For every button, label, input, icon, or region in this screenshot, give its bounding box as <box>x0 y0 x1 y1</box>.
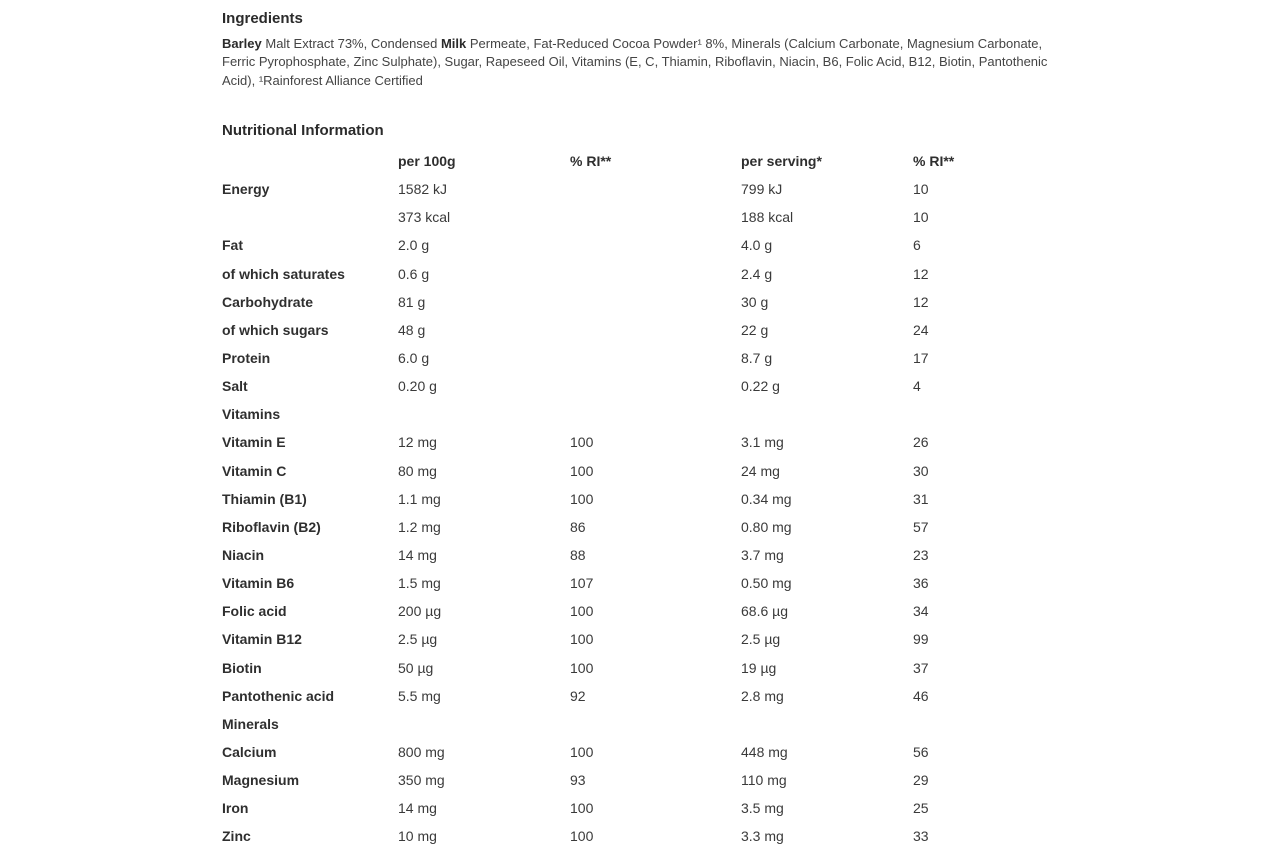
nutrition-row <box>222 399 982 427</box>
ri-serving-value: 57 <box>913 518 929 535</box>
per-100g-value: 0.6 g <box>398 265 430 282</box>
nutrition-row <box>222 568 982 596</box>
nutrient-name: Vitamins <box>222 406 281 423</box>
ri-serving-value: 46 <box>913 687 929 704</box>
per-100g-value: 6.0 g <box>398 349 430 366</box>
per-serving-value: 8.7 g <box>741 349 773 366</box>
per-serving-value: 110 mg <box>741 772 787 789</box>
per-serving-value: 0.34 mg <box>741 490 792 507</box>
ri-serving-value: 29 <box>913 772 929 789</box>
per-serving-value: 188 kcal <box>741 209 794 226</box>
nutrition-row <box>222 793 982 821</box>
nutrient-name: Pantothenic acid <box>222 687 335 704</box>
nutrition-row <box>222 174 982 202</box>
per-serving-value: 448 mg <box>741 743 788 760</box>
ri-serving-value: 99 <box>913 631 929 648</box>
per-100g-value: 350 mg <box>398 772 445 789</box>
ri-serving-value: 24 <box>913 321 929 338</box>
ingredient-text-segment: Malt Extract 73%, Condensed <box>261 36 441 51</box>
nutrient-name: Biotin <box>222 659 262 676</box>
ri-serving-value: 31 <box>913 490 929 507</box>
per-100g-value: 81 g <box>398 293 426 310</box>
nutrition-row <box>222 624 982 652</box>
ingredients-heading: Ingredients <box>222 10 303 27</box>
per-serving-value: 0.50 mg <box>741 575 792 592</box>
ri-serving-value: 37 <box>913 659 929 676</box>
nutrition-row <box>222 371 982 399</box>
ri-serving-value: 12 <box>913 293 929 310</box>
ri-100g-value: 100 <box>570 828 594 845</box>
nutrition-row <box>222 737 982 765</box>
nutrition-row <box>222 709 982 737</box>
nutrient-name: Salt <box>222 378 248 395</box>
nutrition-row <box>222 287 982 315</box>
nutrition-table <box>222 146 982 850</box>
per-serving-value: 2.4 g <box>741 265 773 282</box>
ri-100g-value: 100 <box>570 800 594 817</box>
nutrition-row <box>222 681 982 709</box>
nutrition-row <box>222 343 982 371</box>
per-100g-value: 1.1 mg <box>398 490 441 507</box>
ri-100g-value: 100 <box>570 603 594 620</box>
per-serving-value: 68.6 µg <box>741 603 788 620</box>
nutrient-name: Riboflavin (B2) <box>222 518 321 535</box>
per-100g-value: 50 µg <box>398 659 434 676</box>
nutrition-row <box>222 456 982 484</box>
per-serving-value: 4.0 g <box>741 237 773 254</box>
nutrition-row <box>222 540 982 568</box>
nutrient-name: Vitamin B6 <box>222 575 295 592</box>
per-serving-value: 0.22 g <box>741 378 780 395</box>
per-serving-value: 3.1 mg <box>741 434 784 451</box>
ri-100g-value: 100 <box>570 631 594 648</box>
ri-100g-value: 88 <box>570 546 586 563</box>
nutrition-row <box>222 821 982 849</box>
ri-100g-value: 100 <box>570 434 594 451</box>
nutrient-name: Vitamin C <box>222 462 287 479</box>
nutrient-name: Niacin <box>222 546 265 563</box>
ri-100g-value: 100 <box>570 659 594 676</box>
nutrition-row <box>222 230 982 258</box>
ri-100g-value: 100 <box>570 743 594 760</box>
nutrition-row <box>222 512 982 540</box>
ri-serving-value: 6 <box>913 237 921 254</box>
nutrition-heading: Nutritional Information <box>222 122 384 139</box>
nutrient-name: of which saturates <box>222 265 345 282</box>
ingredient-text-segment: Permeate, Fat-Reduced Cocoa Powder¹ 8%, Minerals (Calcium Carbonate, Magnesium Carbonate, Ferric Pyrophosphate, Zinc Sulphate), Sugar, Rapeseed Oil, Vitamins (E, C, Thiamin, Riboflavin, Niacin, B6, Folic Acid, B12, Biotin, Pantothenic Acid), ¹Rainforest Alliance Certified <box>222 36 1048 88</box>
ri-serving-value: 10 <box>913 181 929 198</box>
per-100g-value: 80 mg <box>398 462 437 479</box>
nutrition-row <box>222 315 982 343</box>
per-100g-value: 5.5 mg <box>398 687 441 704</box>
per-serving-value: 3.7 mg <box>741 546 784 563</box>
nutrient-name: Carbohydrate <box>222 293 314 310</box>
ri-100g-value: 92 <box>570 687 586 704</box>
ri-serving-value: 56 <box>913 743 929 760</box>
ri-100g-value: 107 <box>570 575 594 592</box>
nutrition-row <box>222 765 982 793</box>
per-100g-value: 2.5 µg <box>398 631 438 648</box>
ri-100g-value: 93 <box>570 772 586 789</box>
ingredients-text <box>222 35 1072 90</box>
per-100g-value: 1.2 mg <box>398 518 441 535</box>
per-100g-value: 1.5 mg <box>398 575 441 592</box>
header-ri-100g: % RI** <box>570 153 612 169</box>
nutrient-name: of which sugars <box>222 321 329 338</box>
per-100g-value: 12 mg <box>398 434 437 451</box>
per-100g-value: 10 mg <box>398 828 437 845</box>
nutrient-name: Fat <box>222 237 243 254</box>
ri-serving-value: 25 <box>913 800 929 817</box>
ri-serving-value: 30 <box>913 462 929 479</box>
ri-100g-value: 86 <box>570 518 586 535</box>
per-100g-value: 373 kcal <box>398 209 451 226</box>
ri-serving-value: 34 <box>913 603 929 620</box>
nutrient-name: Iron <box>222 800 249 817</box>
ri-100g-value: 100 <box>570 462 594 479</box>
ri-100g-value: 100 <box>570 490 594 507</box>
ri-serving-value: 12 <box>913 265 929 282</box>
per-100g-value: 48 g <box>398 321 426 338</box>
per-serving-value: 3.3 mg <box>741 828 784 845</box>
header-per-serving: per serving* <box>741 153 822 169</box>
ri-serving-value: 36 <box>913 575 929 592</box>
nutrient-name: Folic acid <box>222 603 287 620</box>
ri-serving-value: 33 <box>913 828 929 845</box>
nutrition-row <box>222 653 982 681</box>
ri-serving-value: 17 <box>913 349 929 366</box>
nutrition-row <box>222 484 982 512</box>
header-ri-serving: % RI** <box>913 153 955 169</box>
ri-serving-value: 23 <box>913 546 929 563</box>
nutrition-row <box>222 596 982 624</box>
per-100g-value: 14 mg <box>398 546 437 563</box>
nutrient-name: Protein <box>222 349 271 366</box>
nutrient-name: Zinc <box>222 828 251 845</box>
nutrition-row <box>222 259 982 287</box>
nutrient-name: Magnesium <box>222 772 300 789</box>
nutrient-name: Energy <box>222 181 270 198</box>
per-serving-value: 19 µg <box>741 659 777 676</box>
nutrient-name: Thiamin (B1) <box>222 490 307 507</box>
ri-serving-value: 10 <box>913 209 929 226</box>
nutrient-name: Vitamin B12 <box>222 631 302 648</box>
ri-serving-value: 26 <box>913 434 929 451</box>
nutrient-name: Calcium <box>222 743 277 760</box>
per-100g-value: 2.0 g <box>398 237 430 254</box>
per-serving-value: 30 g <box>741 293 769 310</box>
per-100g-value: 0.20 g <box>398 378 437 395</box>
per-serving-value: 0.80 mg <box>741 518 792 535</box>
per-serving-value: 3.5 mg <box>741 800 784 817</box>
nutrient-name: Minerals <box>222 715 279 732</box>
ingredient-allergen-barley: Barley <box>222 36 262 51</box>
nutrient-name: Vitamin E <box>222 434 286 451</box>
nutrition-row <box>222 202 982 230</box>
nutrition-header-row <box>222 146 982 174</box>
per-100g-value: 14 mg <box>398 800 437 817</box>
per-100g-value: 200 µg <box>398 603 442 620</box>
per-serving-value: 2.5 µg <box>741 631 781 648</box>
per-serving-value: 22 g <box>741 321 769 338</box>
ri-serving-value: 4 <box>913 378 921 395</box>
per-serving-value: 2.8 mg <box>741 687 784 704</box>
per-100g-value: 800 mg <box>398 743 445 760</box>
header-per-100g: per 100g <box>398 153 456 169</box>
ingredient-allergen-milk: Milk <box>440 36 467 51</box>
per-100g-value: 1582 kJ <box>398 181 448 198</box>
nutrition-row <box>222 427 982 455</box>
per-serving-value: 799 kJ <box>741 181 783 198</box>
per-serving-value: 24 mg <box>741 462 780 479</box>
